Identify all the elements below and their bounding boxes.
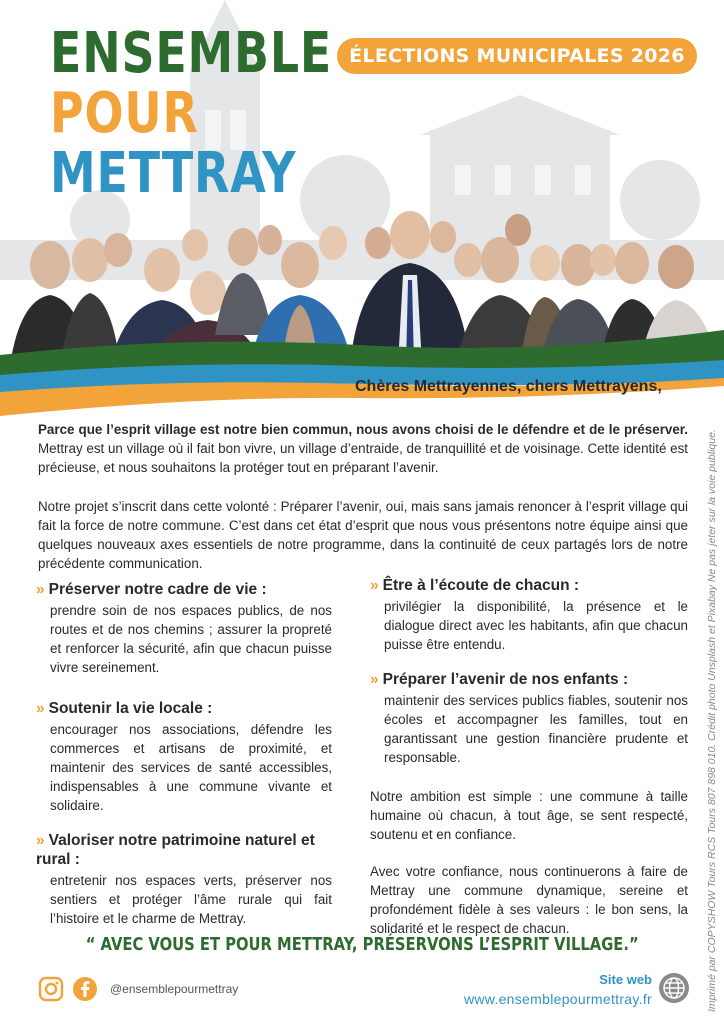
section-ecoute	[370, 576, 688, 654]
website-label: Site web	[599, 972, 652, 987]
chevron-icon: »	[36, 832, 45, 849]
program-column-right	[370, 576, 688, 956]
chevron-icon: »	[36, 700, 45, 717]
section-title: Préserver notre cadre de vie :	[48, 581, 267, 598]
instagram-icon[interactable]	[38, 976, 64, 1002]
intro-lead-rest: Mettray est un village où il fait bon vivre, un village d’entraide, de tranquillité et de voisinage. Cette identité est précieuse, et nous souhaitons la protéger tout en préparant l’avenir.	[38, 441, 688, 475]
title-line-ensemble: ENSEMBLE	[50, 21, 333, 86]
elections-badge: ÉLECTIONS MUNICIPALES 2026	[337, 38, 697, 74]
intro-text	[38, 420, 688, 593]
section-text: maintenir des services publics fiables, soutenir nos écoles et accompagner les familles, tout en garantissant une gestion financière prudente et responsable.	[384, 693, 688, 765]
title-line-mettray: METTRAY	[50, 141, 297, 206]
section-avenir-enfants	[370, 670, 688, 767]
section-title: Être à l’écoute de chacun :	[382, 577, 580, 594]
section-title: Soutenir la vie locale :	[48, 700, 213, 717]
globe-icon	[658, 972, 690, 1004]
decorative-waves	[0, 320, 724, 420]
section-text: entretenir nos espaces verts, préserver nos sentiers et protéger l’âme rurale qui fait l’histoire et le charme de Mettray.	[50, 873, 332, 926]
greeting: Chères Mettrayennes, chers Mettrayens,	[355, 378, 662, 395]
chevron-icon: »	[36, 581, 45, 598]
section-text: prendre soin de nos espaces publics, de nos routes et de nos chemins ; assurer la propreté et renforcer la sécurité, afin que chacun puisse vivre sereinement.	[50, 603, 332, 675]
slogan-quote	[0, 934, 724, 955]
facebook-icon[interactable]	[72, 976, 98, 1002]
chevron-icon: »	[370, 577, 379, 594]
section-title: Préparer l’avenir de nos enfants :	[382, 671, 629, 688]
closing-paragraph-1: Notre ambition est simple : une commune à taille humaine où chacun, à tout âge, se sent respecté, soutenu et en confiance.	[370, 789, 688, 842]
intro-paragraph-2: Notre projet s’inscrit dans cette volonté : Préparer l’avenir, oui, mais sans jamais renoncer à l’esprit village qui fait la force de notre commune. C’est dans cet état d’esprit que nous vous présentons notre équipe ainsi que quelques nouveaux axes essentiels de notre programme, dans la continuité de ceux partagés lors de notre précédente communication.	[38, 499, 688, 571]
program-column-left	[36, 580, 332, 944]
social-handle[interactable]: @ensemblepourmettray	[110, 982, 239, 996]
section-text: encourager nos associations, défendre les commerces et artisans de proximité, et maintenir des services de santé accessibles, indispensables à une commune vivante et solidaire.	[50, 722, 332, 813]
title-line-pour: POUR	[50, 81, 199, 146]
closing-paragraph-2: Avec votre confiance, nous continuerons à faire de Mettray une commune dynamique, sereine et profondément fidèle à ses valeurs : le bon sens, la solidarité et le respect de chacun.	[370, 864, 688, 936]
intro-lead: Parce que l’esprit village est notre bien commun, nous avons choisi de le défendre et de le préserver.	[38, 422, 688, 437]
section-vie-locale	[36, 699, 332, 815]
section-title: Valoriser notre patrimoine naturel et rural :	[36, 832, 315, 868]
section-cadre-de-vie	[36, 580, 332, 677]
social-links	[38, 976, 238, 1002]
website-url[interactable]: www.ensemblepourmettray.fr	[463, 991, 652, 1007]
website-block	[464, 972, 652, 1007]
chevron-icon: »	[370, 671, 379, 688]
slogan-text: “ AVEC VOUS ET POUR METTRAY, PRÉSERVONS L’ESPRIT VILLAGE.”	[85, 934, 639, 955]
print-credit-note: Imprimé par COPYSHOW Tours RCS Tours 807 898 010. Crédit photo Unsplash et Pixabay Ne pas jeter sur la voie publique.	[706, 429, 718, 1012]
section-text: privilégier la disponibilité, la présence et le dialogue direct avec les habitants, afin que chacun puisse être entendu.	[384, 599, 688, 652]
section-patrimoine	[36, 831, 332, 928]
